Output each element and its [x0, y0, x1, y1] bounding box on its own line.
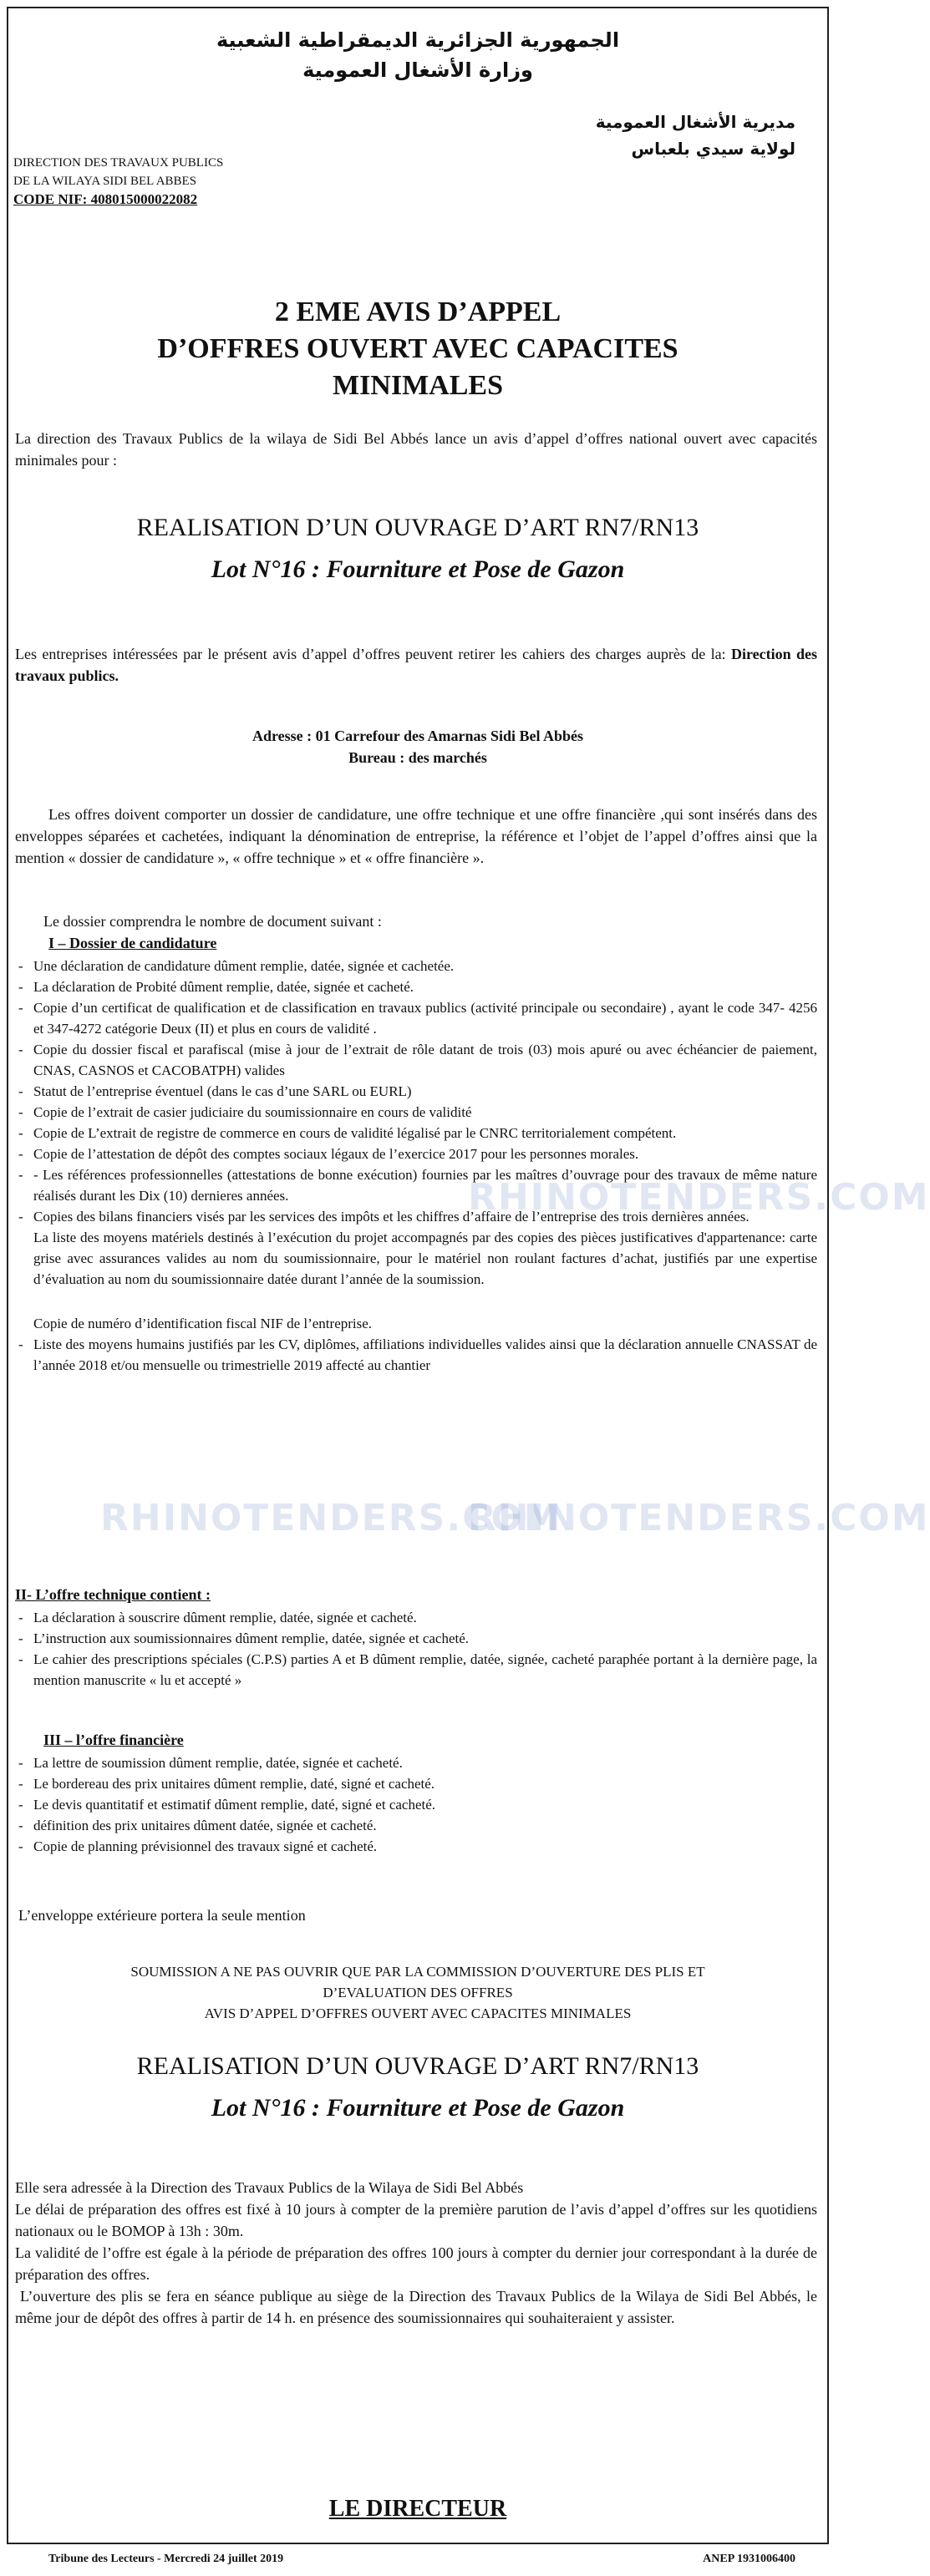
address-line-1: Adresse : 01 Carrefour des Amarnas Sidi Bel Abbés — [252, 728, 584, 744]
arabic-ministry: وزارة الأشغال العمومية — [302, 58, 533, 82]
arabic-wilaya: لولاية سيدي بلعباس — [631, 139, 795, 159]
section-1-item: - Statut de l’entreprise éventuel (dans le cas d’une SARL ou EURL) — [15, 1081, 817, 1102]
section-1-title: I – Dossier de candidature — [48, 935, 217, 951]
envelope-mention: L’enveloppe extérieure portera la seule mention — [18, 1907, 306, 1924]
footer-publication: Tribune des Lecteurs - Mercredi 24 juillet 2019 — [48, 2553, 284, 2565]
nif-value: 408015000022082 — [90, 191, 198, 207]
section-1-item: - Copie de L’extrait de registre de commerce en cours de validité légalisé par le CNRC territorialement compétent. — [15, 1123, 817, 1143]
section-1-item: - Copie de l’attestation de dépôt des comptes sociaux légaux de l’exercice 2017 pour les personnes morales. — [15, 1143, 817, 1164]
section-3-item: - Le devis quantitatif et estimatif dûment remplie, daté, signé et cacheté. — [15, 1794, 817, 1815]
section-2-item: - La déclaration à souscrire dûment remplie, datée, signée et cacheté. — [15, 1607, 817, 1628]
arabic-header — [0, 25, 836, 85]
watermark: RHINOTENDERS.COM — [100, 1497, 562, 1539]
section-1-item: - Une déclaration de candidature dûment remplie, datée, signée et cachetée. — [15, 956, 817, 976]
closing-p1: Elle sera adressée à la Direction des Travaux Publics de la Wilaya de Sidi Bel Abbés — [15, 2179, 524, 2196]
section-3-item: - Le bordereau des prix unitaires dûment remplie, daté, signé et cacheté. — [15, 1773, 817, 1794]
nif-label: CODE NIF: — [13, 191, 88, 207]
arabic-republic: الجمهورية الجزائرية الديمقراطية الشعبية — [216, 28, 620, 52]
section-1-list — [15, 956, 817, 1376]
section-1-item: - Copies des bilans financiers visés par les services des impôts et les chiffres d’affaire de l’entreprise des trois dernières années. — [15, 1206, 817, 1227]
section-1-item: - Liste des moyens humains justifiés par les CV, diplômes, affiliations individuelles valides ainsi que la déclaration annuelle CNASSAT de l’année 2018 et/ou mensuelle ou trimestrielle 2019 affecté au chantier — [15, 1334, 817, 1376]
watermark: RHINOTENDERS.COM — [468, 1497, 930, 1539]
title-line-2: D’OFFRES OUVERT AVEC CAPACITES — [157, 333, 678, 364]
closing-p2: Le délai de préparation des offres est fixé à 10 jours à compter de la première parution de l’avis d’appel d’offres sur les quotidiens nationaux ou le BOMOP à 13h : 30m. — [15, 2201, 817, 2239]
section-1-item: Copie de numéro d’identification fiscal NIF de l’entreprise. — [33, 1316, 373, 1331]
directorate-line-2: DE LA WILAYA SIDI BEL ABBES — [13, 175, 197, 188]
arabic-directorate: مديرية الأشغال العمومية — [595, 112, 795, 132]
directorate-line-1: DIRECTION DES TRAVAUX PUBLICS — [13, 156, 224, 170]
offers-paragraph: Les offres doivent comporter un dossier de candidature, une offre technique et une offre financière ,qui sont insérés dans des enveloppes séparées et cachetées, indiquant la dénomination de entreprise, la référence et l’objet de l’appel d’offres ainsi que la mention « dossier de candidature », « offre technique » et « offre financière ». — [15, 806, 817, 866]
closing-p3: La validité de l’offre est égale à la période de préparation des offres 100 jours à compter du dernier jour correspondant à la durée de préparation des offres. — [15, 2244, 817, 2283]
project-name: REALISATION D’UN OUVRAGE D’ART RN7/RN13 — [136, 514, 699, 541]
section-2-item: - Le cahier des prescriptions spéciales (C.P.S) parties A et B dûment remplie, datée, signée, cacheté paraphée portant à la dernière page, la mention manuscrite « lu et accepté » — [15, 1649, 817, 1691]
signature-director: LE DIRECTEUR — [328, 2496, 507, 2522]
section-3-item: - La lettre de soumission dûment remplie, datée, signée et cacheté. — [15, 1752, 817, 1773]
section-3-item: - définition des prix unitaires dûment datée, signée et cacheté. — [15, 1815, 817, 1836]
section-2-item: - L’instruction aux soumissionnaires dûment remplie, datée, signée et cacheté. — [15, 1628, 817, 1649]
title-line-1: 2 EME AVIS D’APPEL — [274, 297, 562, 327]
section-3-item: - Copie de planning prévisionnel des travaux signé et cacheté. — [15, 1836, 817, 1857]
section-1-item: - Copie du dossier fiscal et parafiscal (mise à jour de l’extrait de rôle datant de trois (03) mois apuré ou avec échéancier de paiement, CNAS, CASNOS et CACOBATPH) valides — [15, 1039, 817, 1081]
section-1-item: - Copie d’un certificat de qualification et de classification en travaux publics (activité principale ou secondaire) , ayant le code 347- 4256 et 347-4272 catégorie Deux (II) et plus en cours de validité . — [15, 997, 817, 1039]
section-1-item: - Copie de l’extrait de casier judiciaire du soumissionnaire en cours de validité — [15, 1102, 817, 1123]
address-line-2: Bureau : des marchés — [348, 749, 487, 766]
notice-title — [0, 294, 836, 404]
footer-anep-code: ANEP 1931006400 — [703, 2553, 795, 2565]
retrieval-bold: Direction des travaux publics. — [15, 646, 817, 684]
directorate-block — [13, 154, 223, 209]
section-1-item: La liste des moyens matériels destinés à l’exécution du projet accompagnés par des copies des pièces justificatives d'appartenance: carte grise avec assurances valides au nom du soumissionnaire, pour le matériel non roulant factures d’achat, justifiés par une expertise d’évaluation au nom du soumissionnaire datée durant l’année de la soumission. — [33, 1230, 817, 1287]
title-line-3: MINIMALES — [332, 370, 504, 401]
caps-mention — [25, 1961, 811, 2024]
dossier-intro: Le dossier comprendra le nombre de document suivant : — [43, 913, 382, 930]
project-lot: Lot N°16 : Fourniture et Pose de Gazon — [211, 555, 625, 583]
caps-line-1: SOUMISSION A NE PAS OUVRIR QUE PAR LA COMMISSION D’OUVERTURE DES PLIS ET — [130, 1964, 705, 1980]
caps-line-3: AVIS D’APPEL D’OFFRES OUVERT AVEC CAPACITES MINIMALES — [204, 2006, 632, 2021]
caps-line-2: D’EVALUATION DES OFFRES — [323, 1985, 513, 2000]
section-2-title: II- L’offre technique contient : — [15, 1586, 211, 1603]
watermark: RHINOTENDERS.COM — [468, 1176, 930, 1219]
closing-p4: L’ouverture des plis se fera en séance publique au siège de la Direction des Travaux Publics de la Wilaya de Sidi Bel Abbés, le même jour de dépôt des offres à partir de 14 h. en présence des soumissionnaires qui souhaiteraient y assister. — [15, 2288, 817, 2326]
retrieval-text: Les entreprises intéressées par le présent avis d’appel d’offres peuvent retirer les cahiers des charges auprès de la: — [15, 646, 726, 662]
section-2-list — [15, 1607, 817, 1691]
intro-paragraph: La direction des Travaux Publics de la wilaya de Sidi Bel Abbés lance un avis d’appel d’offres national ouvert avec capacités minimales pour : — [15, 430, 817, 469]
section-1-item: - La déclaration de Probité dûment remplie, datée, signée et cacheté. — [15, 976, 817, 997]
section-3-list — [15, 1752, 817, 1857]
nif-code — [13, 190, 223, 209]
arabic-directorate-block — [596, 109, 795, 162]
project-name-repeat: REALISATION D’UN OUVRAGE D’ART RN7/RN13 — [136, 2052, 699, 2080]
section-1-item: - - Les références professionnelles (attestations de bonne exécution) fournies par les maîtres d’ouvrage pour des travaux de même nature réalisés durant les Dix (10) dernieres années. — [15, 1164, 817, 1206]
project-lot-repeat: Lot N°16 : Fourniture et Pose de Gazon — [211, 2094, 625, 2122]
section-3-title: III – l’offre financière — [43, 1732, 184, 1748]
retrieval-paragraph — [15, 643, 817, 687]
